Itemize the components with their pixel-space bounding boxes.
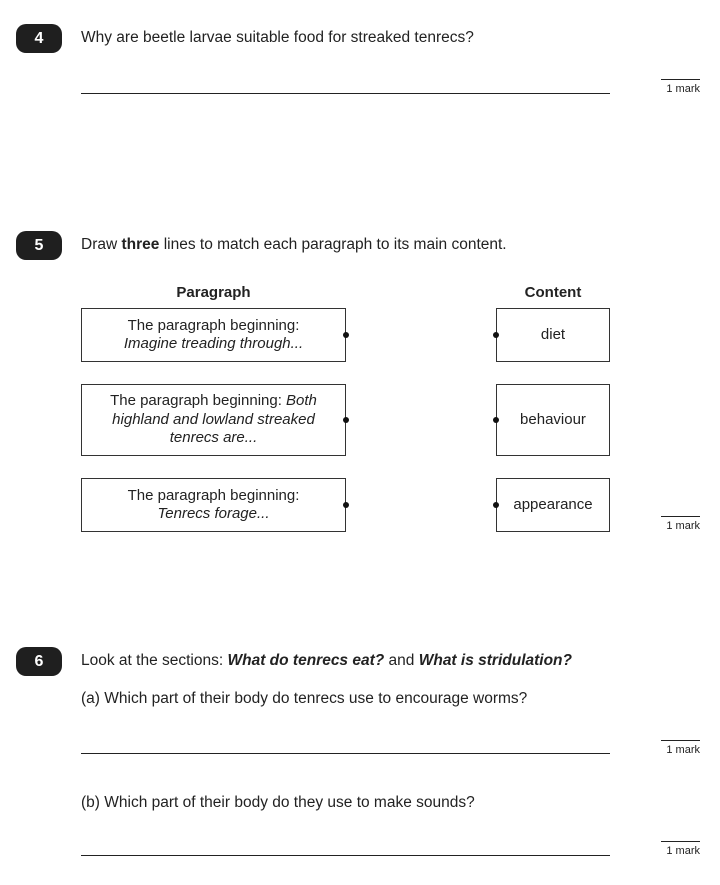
- paragraph-box-2: [81, 384, 346, 456]
- paragraph-box-3: [81, 478, 346, 532]
- sub-question-a: (a) Which part of their body do tenrecs use to encourage worms?: [81, 690, 528, 707]
- content-box-behaviour: [496, 384, 610, 456]
- question-text-part: lines to match each paragraph to its main content.: [159, 236, 507, 253]
- question-text: [81, 236, 507, 254]
- content-box-diet: [496, 308, 610, 362]
- column-header-content: Content: [524, 284, 582, 301]
- content-label: appearance: [513, 495, 593, 513]
- question-number: 4: [34, 29, 44, 47]
- content-label: behaviour: [520, 410, 586, 428]
- paragraph-quote: Tenrecs forage...: [157, 505, 270, 522]
- mark-allocation: [661, 516, 700, 532]
- mark-allocation: [661, 740, 700, 756]
- paragraph-box-text: [124, 317, 303, 354]
- section-title: What do tenrecs eat?: [227, 652, 385, 669]
- emphasis-word: three: [121, 236, 160, 253]
- question-number: 6: [34, 652, 44, 670]
- connector-dot[interactable]: [493, 332, 499, 338]
- mark-label: 1 mark: [666, 83, 700, 95]
- column-header-paragraph: Paragraph: [176, 284, 251, 301]
- answer-line[interactable]: [81, 855, 610, 856]
- paragraph-box-text: [92, 392, 335, 448]
- question-text: [81, 652, 572, 670]
- section-title: What is stridulation?: [418, 652, 572, 669]
- paragraph-box-1: [81, 308, 346, 362]
- answer-line[interactable]: [81, 93, 610, 94]
- mark-allocation: [661, 79, 700, 95]
- question-number-badge: [16, 647, 62, 676]
- paragraph-quote: Both highland and lowland streaked tenrecs are...: [112, 392, 317, 447]
- paragraph-intro: The paragraph beginning:: [110, 392, 282, 410]
- paragraph-intro: The paragraph beginning:: [127, 316, 300, 334]
- connector-dot[interactable]: [343, 332, 349, 338]
- connector-dot[interactable]: [493, 417, 499, 423]
- paragraph-intro: The paragraph beginning:: [127, 486, 300, 504]
- question-number-badge: [16, 24, 62, 53]
- content-label: diet: [540, 325, 566, 343]
- mark-label: 1 mark: [666, 744, 700, 756]
- question-text-part: and: [384, 652, 419, 669]
- paragraph-box-text: [128, 487, 300, 524]
- question-text-part: Look at the sections:: [81, 652, 228, 669]
- connector-dot[interactable]: [343, 417, 349, 423]
- question-text-part: Draw: [81, 236, 122, 253]
- mark-label: 1 mark: [666, 845, 700, 857]
- question-number: 5: [34, 236, 44, 254]
- mark-allocation: [661, 841, 700, 857]
- question-number-badge: [16, 231, 62, 260]
- question-text: Why are beetle larvae suitable food for streaked tenrecs?: [81, 29, 474, 46]
- paragraph-quote: Imagine treading through...: [123, 335, 304, 352]
- content-box-appearance: [496, 478, 610, 532]
- answer-line[interactable]: [81, 753, 610, 754]
- mark-label: 1 mark: [666, 520, 700, 532]
- connector-dot[interactable]: [343, 502, 349, 508]
- connector-dot[interactable]: [493, 502, 499, 508]
- sub-question-b: (b) Which part of their body do they use to make sounds?: [81, 794, 475, 811]
